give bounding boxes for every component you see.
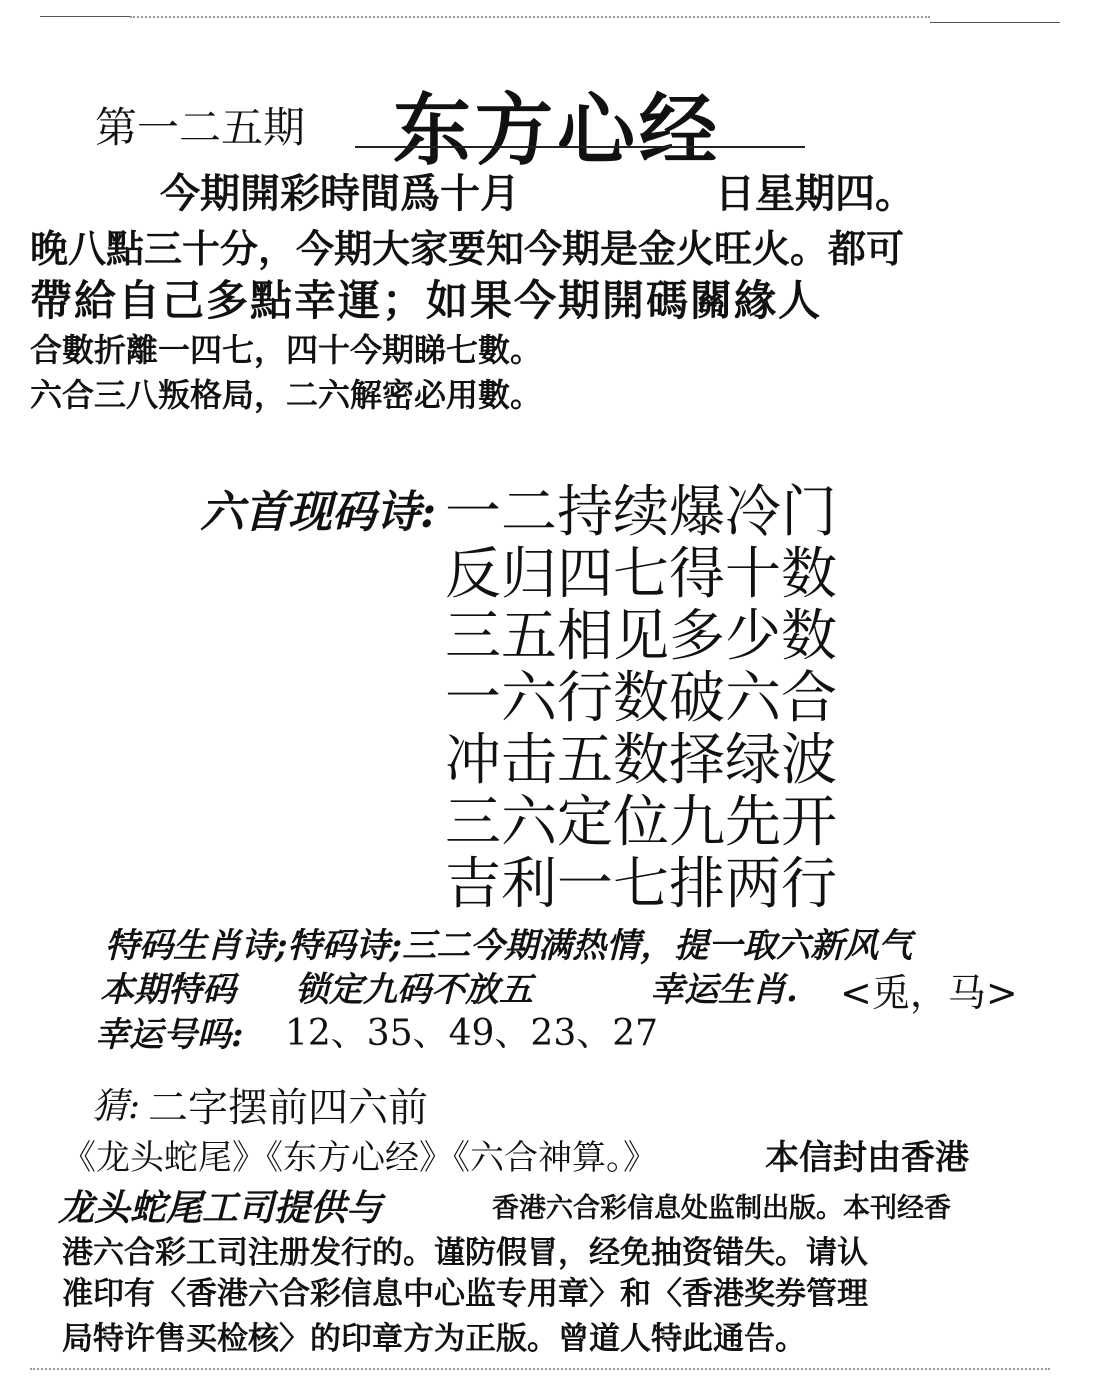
lucky-numbers-label: 幸运号吗:: [95, 1015, 244, 1055]
page-title: 东方心经: [393, 86, 722, 176]
notice-line-4: 准印有〈香港六合彩信息中心监专用章〉和〈香港奖券管理: [62, 1276, 868, 1312]
top-border-line: [40, 16, 130, 17]
guess-label: 猜:: [92, 1086, 141, 1127]
notice-line-1: 《龙头蛇尾》《东方心经》《六合神算。》: [62, 1138, 657, 1178]
poem-line: 一二持续爆冷门: [445, 480, 837, 545]
notice-line-1-tail: 本信封由香港: [765, 1138, 969, 1178]
lucky-numbers: 12、35、49、23、27: [285, 1013, 659, 1054]
intro-line-1-date: 日星期四。: [715, 171, 915, 217]
notice-line-2: 龙头蛇尾工司提供与: [58, 1188, 383, 1229]
intro-line-1: 今期開彩時間爲十月: [160, 171, 520, 217]
poem-line: 冲击五数择绿波: [445, 728, 837, 793]
special-poem-line: 特码生肖诗;特码诗;三二今期满热情，提一取六新风气: [105, 926, 913, 966]
intro-line-2: 晚八點三十分，今期大家要知今期是金火旺火。都可: [30, 227, 905, 271]
intro-line-4: 合數折離一四七，四十今期睇七數。: [30, 331, 543, 369]
top-dotted-border: [130, 16, 930, 18]
notice-line-2-tail: 香港六合彩信息处监制出版。本刊经香: [492, 1193, 951, 1224]
guess-text: 二字摆前四六前: [148, 1085, 428, 1131]
poem-line: 吉利一七排两行: [445, 852, 837, 917]
poem-label: 六首现码诗:: [200, 487, 437, 538]
bottom-dotted-border: [30, 1368, 1050, 1370]
special-code-label: 本期特码: [100, 970, 236, 1010]
notice-line-3: 港六合彩工司注册发行的。谨防假冒，经免抽资错失。请认: [62, 1235, 868, 1271]
top-border-line-right: [930, 22, 1060, 23]
poem-line: 反归四七得十数: [445, 542, 837, 607]
special-code-text: 锁定九码不放五: [295, 970, 533, 1010]
poem-line: 一六行数破六合: [445, 666, 837, 731]
issue-number: 第一二五期: [95, 103, 306, 152]
notice-line-5: 局特许售买检核〉的印章方为正版。曾道人特此通告。: [62, 1321, 806, 1357]
poem-line: 三六定位九先开: [445, 790, 837, 855]
lucky-zodiac-value: <兎，马>: [840, 971, 1018, 1015]
intro-line-3: 帶給自己多點幸運；如果今期開碼關緣人: [30, 276, 823, 325]
lucky-zodiac-label: 幸运生肖.: [650, 970, 798, 1010]
intro-line-5: 六合三八叛格局，二六解密必用數。: [30, 376, 543, 414]
title-underline: [355, 146, 805, 148]
poem-line: 三五相见多少数: [445, 604, 837, 669]
